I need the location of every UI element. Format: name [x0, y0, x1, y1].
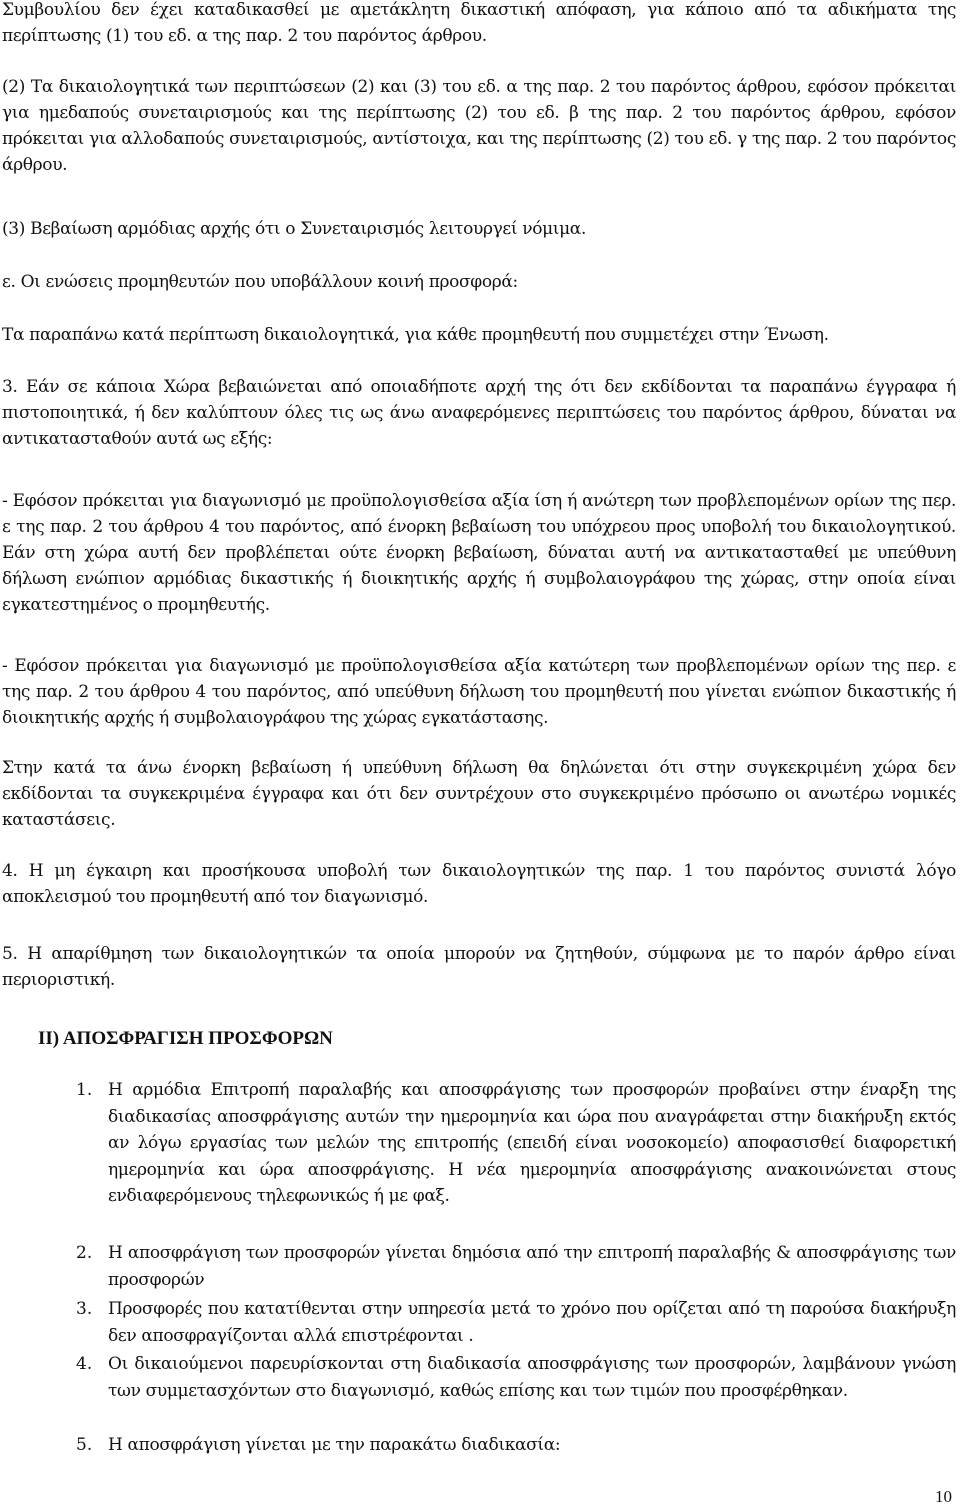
paragraph-dash-1: - Εφόσον πρόκειται για διαγωνισμό με προϋπολογισθείσα αξία ίση ή ανώτερη των προβλεπομένων ορίων της περ. ε της παρ. 2 του άρθρου 4 του παρόντος, από ένορκη βεβαίωση του υπόχρεου προς υποβολή του δικαιολογητικού. Εάν στη χώρα αυτή δεν προβλέπεται ούτε ένορκη βεβαίωση, δύναται αυτή να αντικατασταθεί με υπεύθυνη δήλωση ενώπιον αρμόδιας δικαστικής ή διοικητικής αρχής ή συμβολαιογράφου της χώρας, στην οποία είναι εγκατεστημένος ο προμηθευτής. — [2, 491, 956, 615]
page-number: 10 — [935, 1487, 952, 1506]
paragraph-sworn-statement: Στην κατά τα άνω ένορκη βεβαίωση ή υπεύθυνη δήλωση θα δηλώνεται ότι στην συγκεκριμένη χώρα δεν εκδίδονται τα συγκεκριμένα έγγραφα και ότι δεν συντρέχουν στο συγκεκριμένο πρόσωπο οι ανωτέρω νομικές καταστάσεις. — [2, 758, 956, 830]
paragraph-union-members: Τα παραπάνω κατά περίπτωση δικαιολογητικά, για κάθε προμηθευτή που συμμετέχει στην Ένωση. — [2, 325, 829, 345]
list-item-number: 3. — [76, 1299, 93, 1319]
paragraph-dash-2: - Εφόσον πρόκειται για διαγωνισμό με προϋπολογισθείσα αξία κατώτερη των προβλεπομένων ορίων της περ. ε της παρ. 2 του άρθρου 4 του παρόντος, από υπεύθυνη δήλωση του προμηθευτή που γίνεται ενώπιον δικαστικής ή διοικητικής αρχής ή συμβολαιογράφου της χώρας εγκατάστασης. — [2, 656, 956, 728]
list-item-text: Η αρμόδια Επιτροπή παραλαβής και αποσφράγισης των προσφορών προβαίνει στην έναρξη της διαδικασίας αποσφράγισης αυτών την ημερομηνία και ώρα που αναγράφεται στην διακήρυξη εκτός αν λόγω εργασίας των μελών της επιτροπής (επειδή είναι νοσοκομείο) αποφασισθεί διαφορετική ημερομηνία και ώρα αποσφράγισης. Η νέα ημερομηνία αποσφράγισης ανακοινώνεται στους ενδιαφερόμενους τηλεφωνικώς ή με φαξ. — [108, 1080, 956, 1206]
list-item-number: 5. — [76, 1435, 93, 1455]
paragraph-documents-3: (3) Βεβαίωση αρμόδιας αρχής ότι ο Συνεταιρισμός λειτουργεί νόμιμα. — [2, 219, 586, 239]
paragraph-documents-2: (2) Τα δικαιολογητικά των περιπτώσεων (2) και (3) του εδ. α της παρ. 2 του παρόντος άρθρου, εφόσον πρόκειται για ημεδαπούς συνεταιρισμούς και της περίπτωσης (2) του εδ. β της παρ. 2 του παρόντος άρθρου, εφόσον πρόκειται για αλλοδαπούς συνεταιρισμούς, αντίστοιχα, και της περίπτωσης (2) του εδ. γ της παρ. 2 του παρόντος άρθρου. — [2, 77, 956, 175]
paragraph-item-e: ε. Οι ενώσεις προμηθευτών που υποβάλλουν κοινή προσφορά: — [2, 272, 518, 292]
list-item-text: Η αποσφράγιση γίνεται με την παρακάτω διαδικασία: — [108, 1435, 561, 1455]
list-item-text: Οι δικαιούμενοι παρευρίσκονται στη διαδικασία αποσφράγισης των προσφορών, λαμβάνουν γνώση των συμμετασχόντων στο διαγωνισμό, καθώς επίσης και των τιμών που προσφέρθηκαν. — [108, 1354, 956, 1401]
paragraph-continuation: Συμβουλίου δεν έχει καταδικασθεί με αμετάκλητη δικαστική απόφαση, για κάποιο από τα αδικήματα της περίπτωσης (1) του εδ. α της παρ. 2 του παρόντος άρθρου. — [2, 0, 956, 46]
list-item-number: 1. — [76, 1080, 93, 1100]
list-item-text: Η αποσφράγιση των προσφορών γίνεται δημόσια από την επιτροπή παραλαβής & αποσφράγισης των προσφορών — [108, 1243, 956, 1290]
list-item-text: Προσφορές που κατατίθενται στην υπηρεσία μετά το χρόνο που ορίζεται από τη παρούσα διακήρυξη δεν αποσφραγίζονται αλλά επιστρέφονται . — [108, 1299, 956, 1346]
list-item-number: 4. — [76, 1354, 93, 1374]
paragraph-3: 3. Εάν σε κάποια Χώρα βεβαιώνεται από οποιαδήποτε αρχή της ότι δεν εκδίδονται τα παραπάνω έγγραφα ή πιστοποιητικά, ή δεν καλύπτουν όλες τις ως άνω αναφερόμενες περιπτώσεις του παρόντος άρθρου, δύναται να αντικατασταθούν αυτά ως εξής: — [2, 377, 956, 449]
list-item-number: 2. — [76, 1243, 93, 1263]
paragraph-4: 4. Η μη έγκαιρη και προσήκουσα υποβολή των δικαιολογητικών της παρ. 1 του παρόντος συνιστά λόγο αποκλεισμού του προμηθευτή από τον διαγωνισμό. — [2, 861, 956, 907]
section-heading: ΙΙ) ΑΠΟΣΦΡΑΓΙΣΗ ΠΡΟΣΦΟΡΩΝ — [38, 1028, 333, 1049]
paragraph-5: 5. Η απαρίθμηση των δικαιολογητικών τα οποία μπορούν να ζητηθούν, σύμφωνα με το παρόν άρθρο είναι περιοριστική. — [2, 944, 956, 990]
